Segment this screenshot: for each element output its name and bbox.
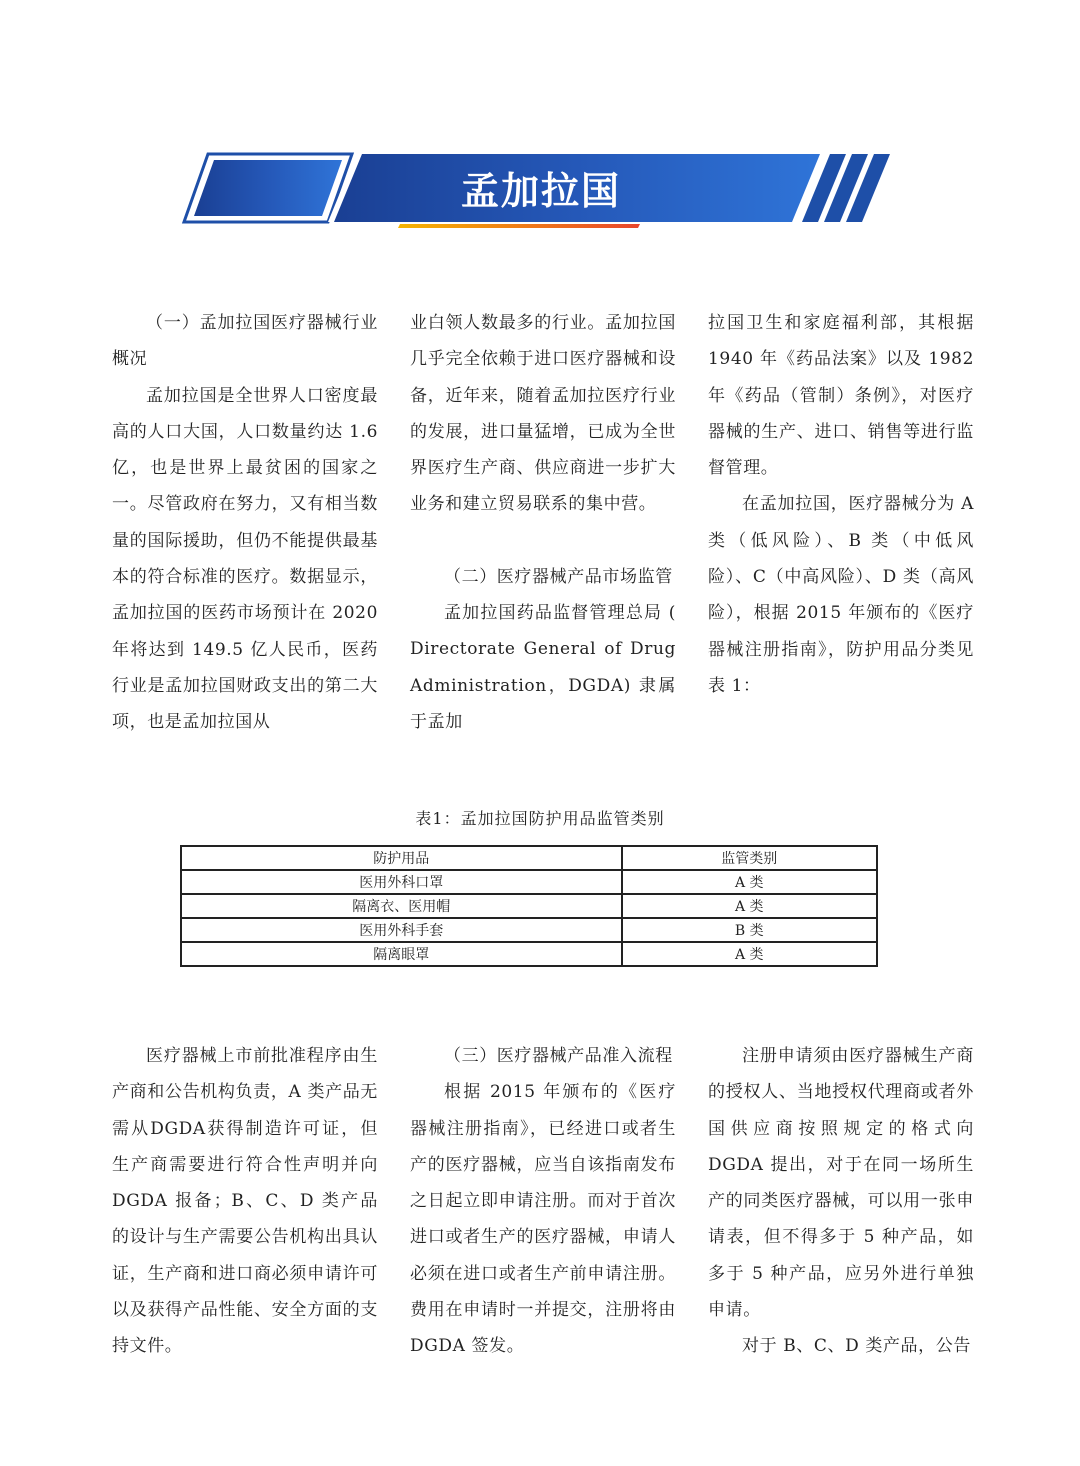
title-banner: [180, 150, 900, 230]
column-5: [410, 1038, 676, 1365]
spacer: [410, 523, 676, 559]
table-header-cell: 防护用品: [181, 846, 622, 870]
table-row: [181, 894, 877, 918]
section-2-text: 孟加拉国药品监督管理总局 ( Directorate General of Drug Administration，DGDA) 隶属于孟加: [410, 603, 676, 732]
page-title: 孟加拉国: [460, 168, 621, 213]
table-cell-product: 医用外科口罩: [181, 870, 622, 894]
column-4: [112, 1038, 378, 1365]
table-header-row: [181, 846, 877, 870]
table-cell-product: 隔离眼罩: [181, 942, 622, 966]
table-cell-class: A 类: [622, 942, 878, 966]
section-1-text-cont: 业白领人数最多的行业。孟加拉国几乎完全依赖于进口医疗器械和设备，近年来，随着孟加拉医疗行业的发展，进口量猛增，已成为全世界医疗生产商、供应商进一步扩大业务和建立贸易联系的集中营。: [410, 313, 676, 515]
table-row: [181, 918, 877, 942]
table-header-cell: 监管类别: [622, 846, 878, 870]
table-cell-product: 医用外科手套: [181, 918, 622, 942]
table-caption: 表1：孟加拉国防护用品监管类别: [415, 809, 665, 828]
table-row: [181, 942, 877, 966]
section-heading-3: （三）医疗器械产品准入流程: [444, 1046, 673, 1066]
column-6: [708, 1038, 974, 1365]
section-1-text: 孟加拉国是全世界人口密度最高的人口大国，人口数量约达 1.6 亿，也是世界上最贫困的国家之一。尽管政府在努力，又有相当数量的国际援助，但仍不能提供最基本的符合标准的医疗。数据显示，孟加拉国的医药市场预计在 2020 年将达到 149.5 亿人民币，医药行业是孟加拉国财政支出的第二大项，也是孟加拉国从: [112, 385, 378, 733]
section-heading-1: （一）孟加拉国医疗器械行业概况: [112, 313, 378, 370]
table-cell-product: 隔离衣、医用帽: [181, 894, 622, 918]
section-2-text-cont: 拉国卫生和家庭福利部，其根据 1940 年《药品法案》以及 1982 年《药品（管制）条例》，对医疗器械的生产、进口、销售等进行监督管理。: [708, 313, 974, 479]
table-cell-class: A 类: [622, 894, 878, 918]
column-2: [410, 305, 676, 740]
table-cell-class: B 类: [622, 918, 878, 942]
section-heading-2: （二）医疗器械产品市场监管: [444, 566, 673, 587]
section-2-classification-text: 在孟加拉国，医疗器械分为 A 类（低风险）、B 类（中低风险）、C（中高风险）、D 类（高风险），根据 2015 年颁布的《医疗器械注册指南》，防护用品分类见表 1：: [708, 494, 974, 696]
bcd-products-text: 对于 B、C、D 类产品，公告: [742, 1336, 971, 1357]
approval-procedure-text: 医疗器械上市前批准程序由生产商和公告机构负责，A 类产品无需从DGDA获得制造许可证，但生产商需要进行符合性声明并向 DGDA 报备；B、C、D 类产品的设计与生产需要公告机构出具认证，生产商和进口商必须申请许可以及获得产品性能、安全方面的支持文件。: [112, 1046, 378, 1357]
table-row: [181, 870, 877, 894]
column-3: [708, 305, 974, 704]
table-cell-class: A 类: [622, 870, 878, 894]
registration-application-text: 注册申请须由医疗器械生产商的授权人、当地授权代理商或者外国供应商按照规定的格式向 DGDA 提出，对于在同一场所生产的同类医疗器械，可以用一张申请表，但不得多于 5 种产品，如多于 5 种产品，应另外进行单独申请。: [708, 1046, 974, 1321]
column-1: [112, 305, 378, 741]
protective-products-table: [180, 845, 878, 967]
section-3-text: 根据 2015 年颁布的《医疗器械注册指南》，已经进口或者生产的医疗器械，应当自该指南发布之日起立即申请注册。而对于首次进口或者生产的医疗器械，申请人必须在进口或者生产前申请注册。费用在申请时一并提交，注册将由 DGDA 签发。: [410, 1082, 676, 1357]
